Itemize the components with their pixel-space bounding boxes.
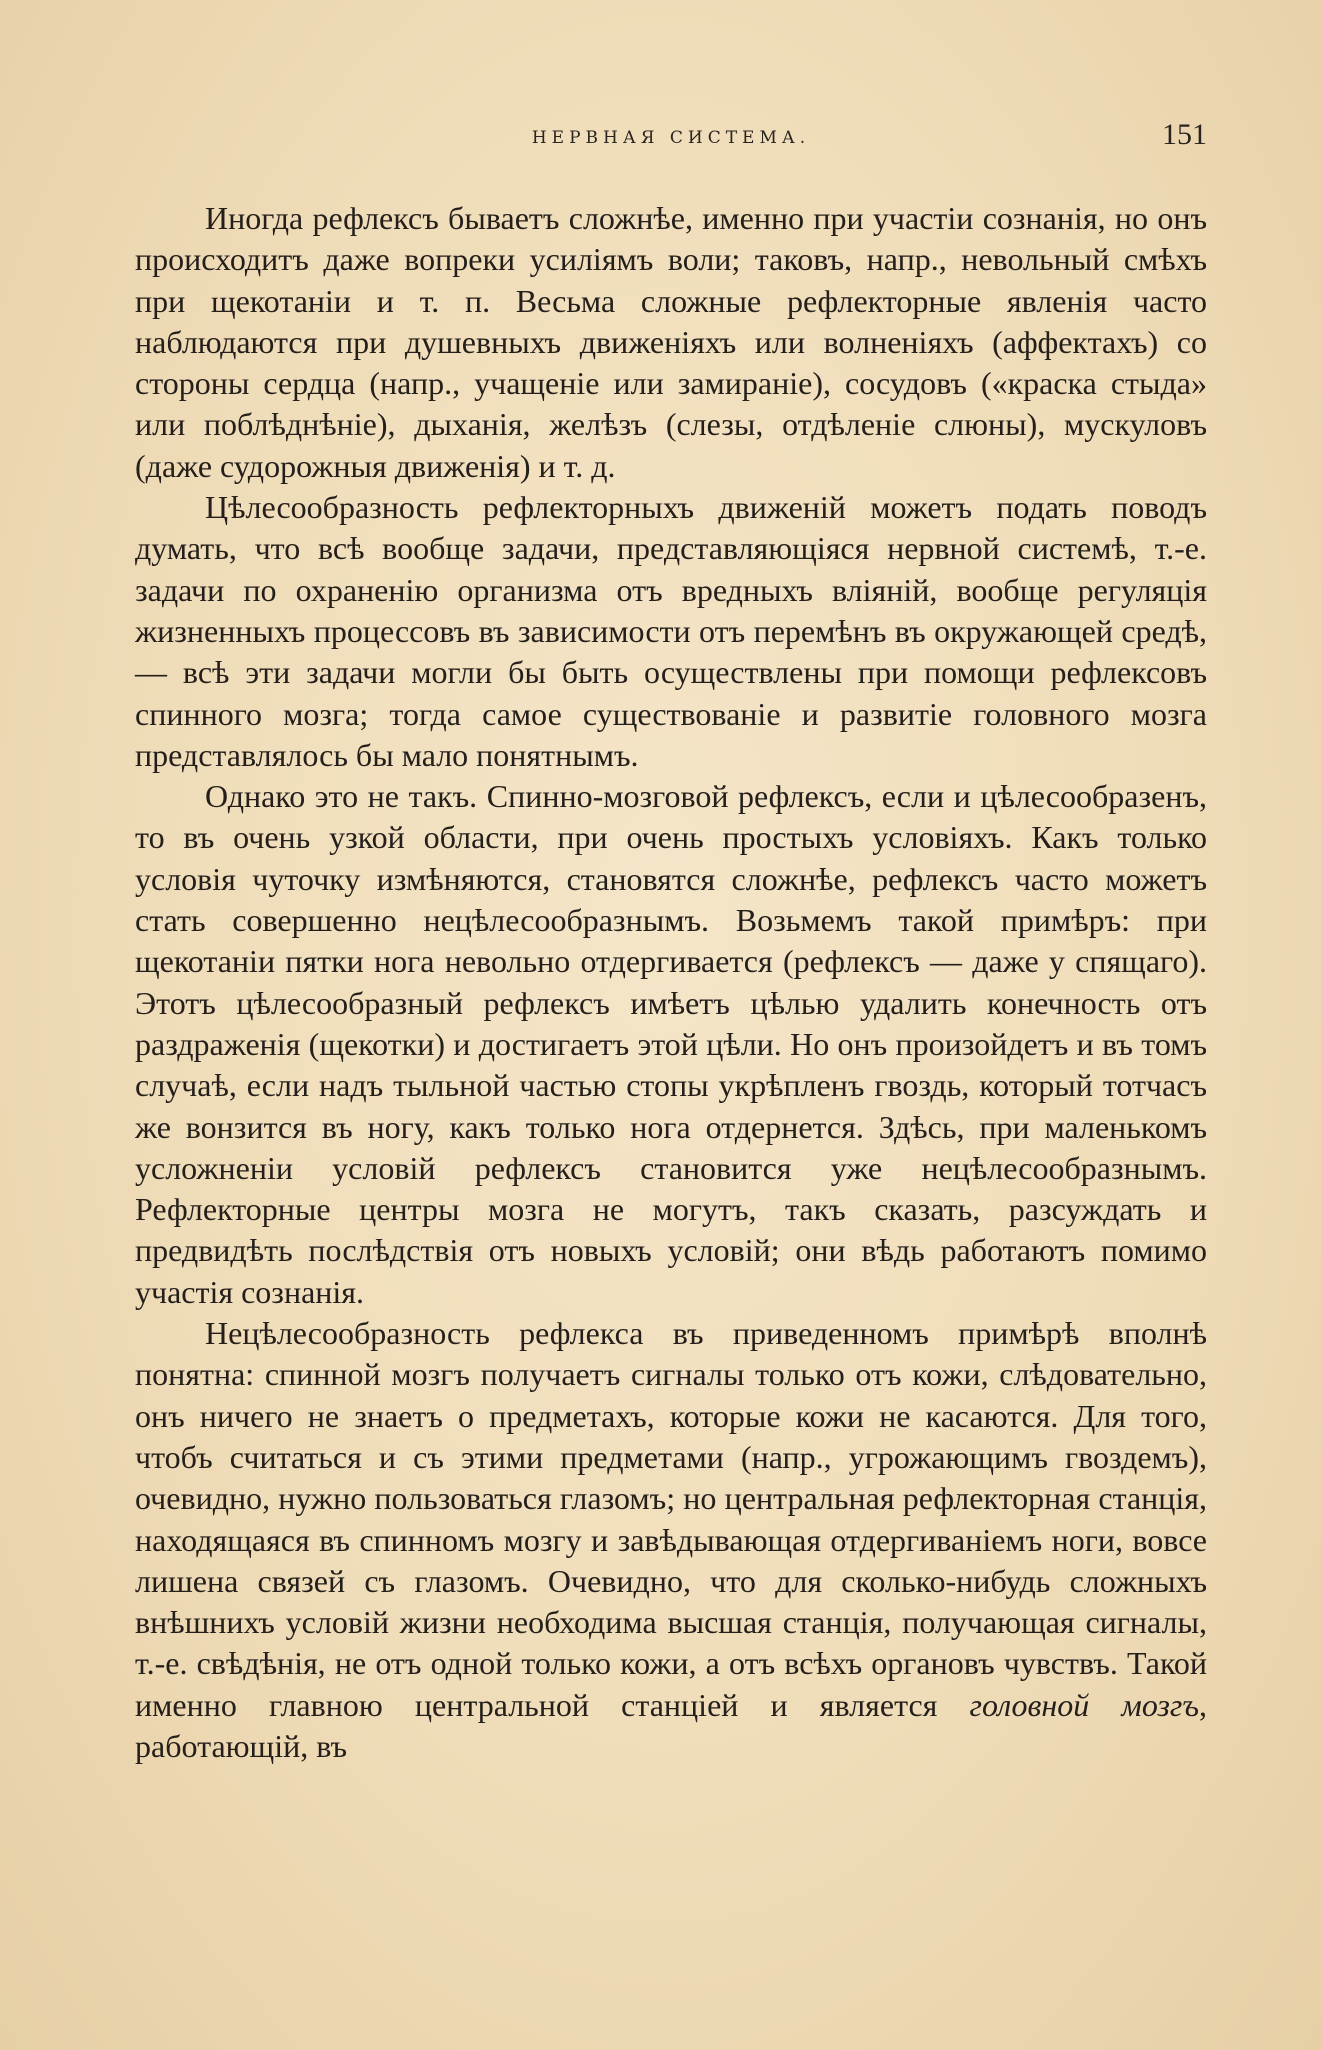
- paragraph: Однако это не такъ. Спинно-мозговой рефлексъ, если и цѣлесообразенъ, то въ очень узкой области, при очень простыхъ условiяхъ. Какъ только условiя чуточку измѣняются, становятся сложнѣе, рефлексъ часто можетъ стать совершенно нецѣлесообразнымъ. Возьмемъ такой примѣръ: при щекотанiи пятки нога невольно отдергивается (рефлексъ — даже у спящаго). Этотъ цѣлесообразный рефлексъ имѣетъ цѣлью удалить конечность отъ раздраженiя (щекотки) и достигаетъ этой цѣли. Но онъ произойдетъ и въ томъ случаѣ, если надъ тыльной частью стопы укрѣпленъ гвоздь, который тотчасъ же вонзится въ ногу, какъ только нога отдернется. Здѣсь, при маленькомъ усложненiи условiй рефлексъ становится уже нецѣлесообразнымъ. Рефлекторные центры мозга не могутъ, такъ сказать, разсуждать и предвидѣть послѣдствiя отъ новыхъ условiй; они вѣдь работаютъ помимо участiя сознанiя.: [135, 778, 1207, 1310]
- running-head: НЕРВНАЯ СИСТЕМА.: [531, 128, 811, 148]
- paragraph: [135, 1313, 1207, 1767]
- paragraph-text: Нецѣлесообразность рефлекса въ приведенномъ примѣрѣ вполнѣ понятна: спинной мозгъ получаетъ сигналы только отъ кожи, слѣдовательно, онъ ничего не знаетъ о предметахъ, которые кожи не касаются. Для того, чтобъ считаться и съ этими предметами (напр., угрожающимъ гвоздемъ), очевидно, нужно пользоваться глазомъ; но центральная рефлекторная станцiя, находящаяся въ спинномъ мозгу и завѣдывающая отдергиванiемъ ноги, вовсе лишена связей съ глазомъ. Очевидно, что для сколько-нибудь сложныхъ внѣшнихъ условiй жизни необходима высшая станцiя, получающая сигналы, т.-е. свѣдѣнiя, не отъ одной только кожи, а отъ всѣхъ органовъ чувствъ. Такой именно главною центральной станцiей и является: [135, 1315, 1207, 1723]
- italic-term: головной мозгъ: [969, 1686, 1200, 1723]
- paragraph: Цѣлесообразность рефлекторныхъ движенiй можетъ подать поводъ думать, что всѣ вообще задачи, представляющiяся нервной системѣ, т.-е. задачи по охраненiю организма отъ вредныхъ влiянiй, вообще регуляцiя жизненныхъ процессовъ въ зависимости отъ перемѣнъ въ окружающей средѣ, — всѣ эти задачи могли бы быть осуществлены при помощи рефлексовъ спинного мозга; тогда самое существованiе и развитiе головного мозга представлялось бы мало понятнымъ.: [135, 489, 1207, 773]
- body-text: [135, 198, 1207, 1767]
- paragraph-text: , работающiй, въ: [135, 1686, 1208, 1764]
- page-header: [135, 118, 1207, 158]
- page-number: 151: [1162, 118, 1207, 151]
- paragraph: Иногда рефлексъ бываетъ сложнѣе, именно при участiи сознанiя, но онъ происходитъ даже вопреки усилiямъ воли; таковъ, напр., невольный смѣхъ при щекотанiи и т. п. Весьма сложные рефлекторные явленiя часто наблюдаются при душевныхъ движенiяхъ или волненiяхъ (аффектахъ) со стороны сердца (напр., учащенiе или замиранiе), сосудовъ («краска стыда» или поблѣднѣнiе), дыханiя, желѣзъ (слезы, отдѣленiе слюны), мускуловъ (даже судорожныя движенiя) и т. д.: [135, 200, 1207, 484]
